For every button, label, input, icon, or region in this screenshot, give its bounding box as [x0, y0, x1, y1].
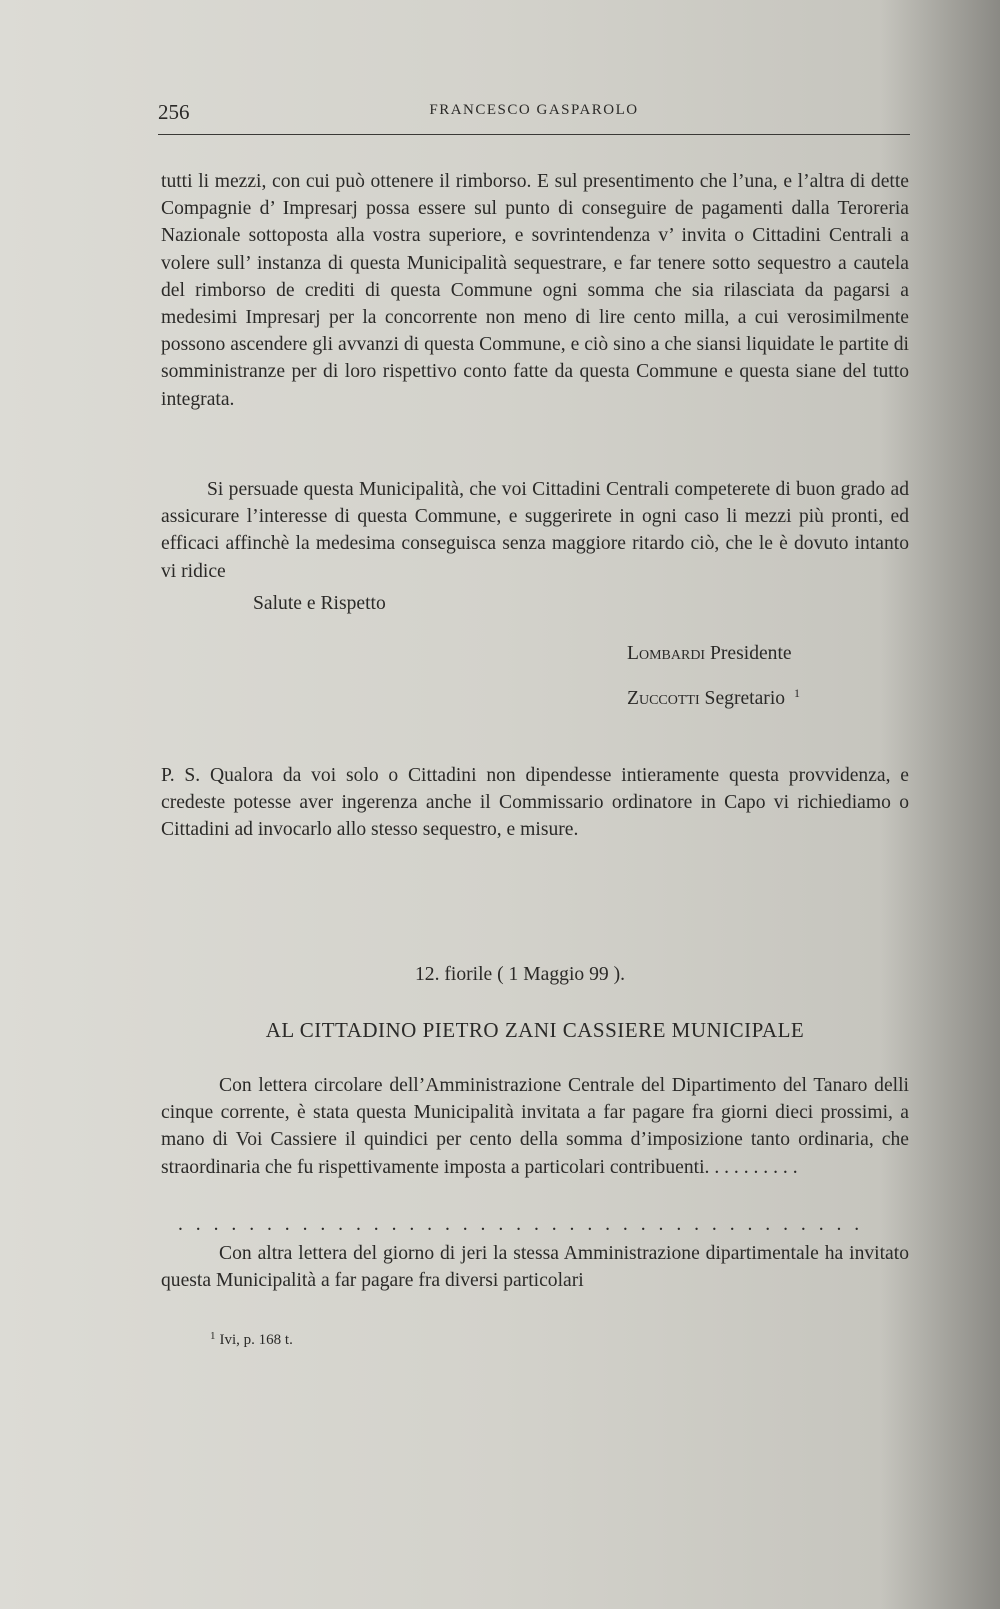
signature-secretary-role: Segretario — [704, 688, 786, 709]
signature-secretary-name: Zuccotti — [627, 688, 700, 709]
entry-heading: AL CITTADINO PIETRO ZANI CASSIERE MUNICIPALE — [265, 1018, 805, 1042]
signature-president — [627, 640, 792, 667]
ellipsis-line: . . . . . . . . . . . . . . . . . . . . . . . . . . . . . . . . . . . . . . . — [178, 1214, 864, 1235]
signature-secretary — [627, 680, 800, 712]
signature-president-role: Presidente — [710, 643, 792, 664]
page-header — [158, 100, 910, 130]
entry-paragraph-2: Con altra lettera del giorno di jeri la stessa Amministrazione dipartimentale ha invitato questa Municipalità a far pagare fra diversi particolari — [161, 1243, 909, 1292]
page-number: 256 — [158, 100, 190, 124]
running-head: FRANCESCO GASPAROLO — [429, 102, 639, 118]
entry-paragraph-1: Con lettera circolare dell’Amministrazione Centrale del Dipartimento del Tanaro delli cinque corrente, è stata questa Municipalità invitata a far pagare fra giorni dieci prossimi, a mano di Voi Cassiere il quindici per cento della somma d’imposizione tanto ordinaria, che straordinaria che fu rispettivamente imposta a particolari contribuenti. . . . . . . . . . — [161, 1075, 909, 1178]
entry-date: 12. fiorile ( 1 Maggio 99 ). — [414, 964, 626, 985]
footnote — [210, 1330, 293, 1349]
letter-paragraph-1: tutti li mezzi, con cui può ottenere il rimborso. E sul presentimento che l’una, e l’altra di dette Compagnie d’ Impresarj possa essere sul punto di conseguire de pagamenti dalla Teroreria Nazionale sottoposta alla vostra superiore, e sovrintendenza v’ invita o Cittadini Centrali a volere sull’ instanza di questa Municipalità sequestrare, e far tenere sotto sequestro a cautela del rimborso de crediti di questa Commune ogni somma che sia rilasciata da pagarsi a medesimi Impresarj per la concorrente non meno di lire cento milla, a cui verosimilmente possono ascendere gli avvanzi di questa Commune, e ciò sino a che siansi liquidate le partite di somministranze per di loro rispettivo conto fatte da questa Commune e questa siane del tutto integrata. — [161, 171, 909, 410]
letter-closing: Salute e Rispetto — [253, 593, 386, 614]
footnote-reference: 1 — [793, 686, 800, 700]
postscript: P. S. Qualora da voi solo o Cittadini non dipendesse intieramente questa provvidenza, e credeste potesse aver ingerenza anche il Commissario ordinatore in Capo vi richiediamo o Cittadini ad invocarlo allo stesso sequestro, e misure. — [161, 765, 909, 841]
signature-president-name: Lombardi — [627, 643, 706, 664]
footnote-text: Ivi, p. 168 t. — [219, 1332, 293, 1348]
header-rule — [158, 134, 910, 135]
footnote-mark: 1 — [210, 1330, 216, 1342]
letter-paragraph-2: Si persuade questa Municipalità, che voi Cittadini Centrali competerete di buon grado ad assicurare l’interesse di questa Commune, e suggerirete in ogni caso li mezzi più pronti, ed efficaci affinchè la medesima conseguisca senza maggiore ritardo ciò, che le è dovuto intanto vi ridice — [161, 479, 909, 582]
